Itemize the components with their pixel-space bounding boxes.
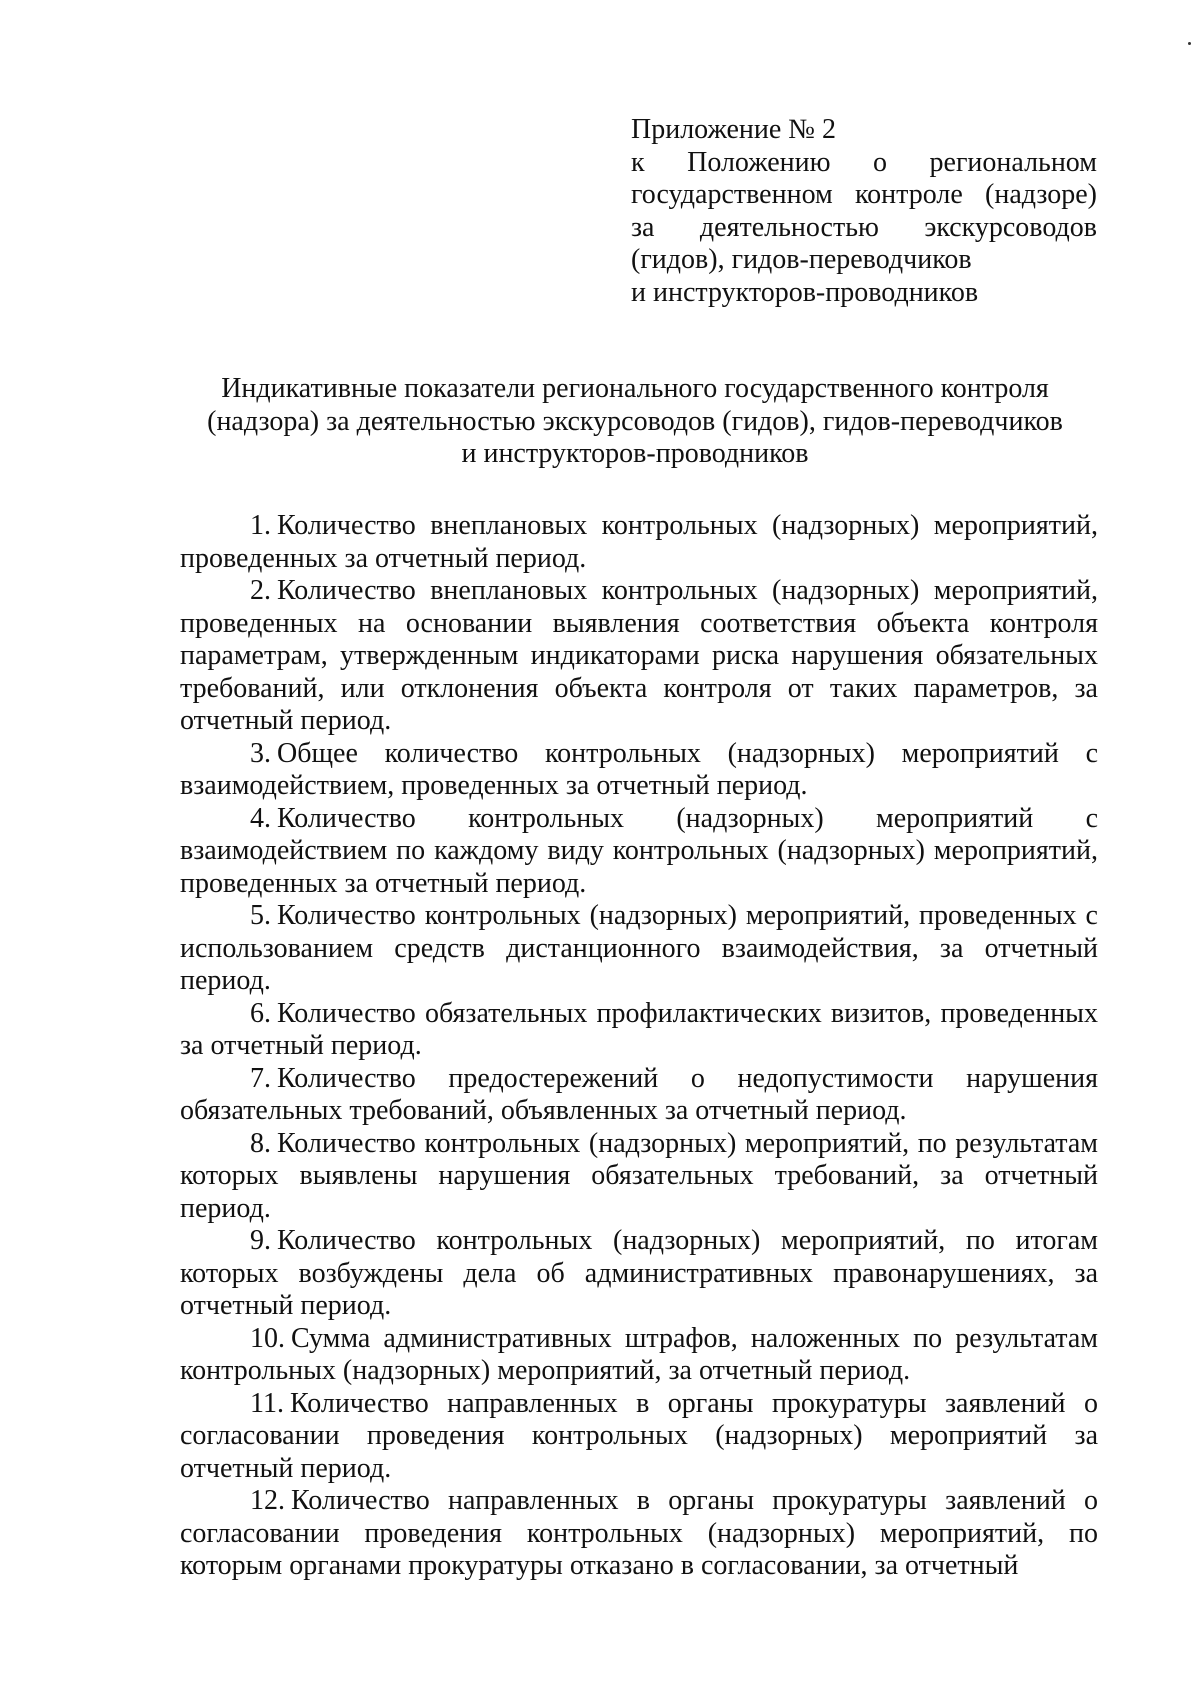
item-number: 1. [250, 510, 271, 541]
item-number: 9. [250, 1225, 271, 1256]
annex-line: (гидов), гидов-переводчиков [631, 244, 972, 275]
title-line: и инструкторов-проводников [461, 438, 809, 469]
indicator-item [180, 1225, 1098, 1323]
item-text: Количество контрольных (надзорных) мероприятий, по результатам которых выявлены нарушения обязательных требований, за отчетный период. [180, 1127, 1098, 1224]
item-number: 6. [250, 997, 271, 1029]
document-title [160, 373, 1110, 471]
item-number: 4. [250, 802, 271, 834]
indicator-item [180, 1063, 1098, 1128]
indicator-item [180, 998, 1098, 1063]
item-text: Количество контрольных (надзорных) мероприятий с взаимодействием по каждому виду контрольных (надзорных) мероприятий, проведенных за отчетный период. [180, 802, 1098, 899]
title-line: (надзора) за деятельностью экскурсоводов (гидов), гидов-переводчиков [207, 405, 1063, 437]
item-text: Общее количество контрольных (надзорных) мероприятий с взаимодействием, проведенных за отчетный период. [180, 737, 1098, 801]
item-number: 5. [250, 900, 271, 931]
annex-line: Приложение № 2 [631, 114, 836, 145]
indicator-item [180, 575, 1098, 738]
scan-speck [1188, 42, 1191, 45]
indicator-item [180, 900, 1098, 998]
item-text: Количество контрольных (надзорных) мероприятий, по итогам которых возбуждены дела об административных правонарушениях, за отчетный период. [180, 1225, 1098, 1321]
item-text: Количество внеплановых контрольных (надзорных) мероприятий, проведенных на основании выявления соответствия объекта контроля параметрам, утвержденным индикаторами риска нарушения обязательных требований, или отклонения объекта контроля от таких параметров, за отчетный период. [180, 575, 1098, 736]
indicator-list [180, 510, 1098, 1583]
item-text: Количество направленных в органы прокуратуры заявлений о согласовании проведения контрольных (надзорных) мероприятий за отчетный период. [180, 1387, 1098, 1484]
indicator-item [180, 1128, 1098, 1226]
indicator-item [180, 738, 1098, 803]
item-text: Количество предостережений о недопустимости нарушения обязательных требований, объявленных за отчетный период. [180, 1062, 1098, 1126]
indicator-item [180, 1388, 1098, 1486]
item-number: 3. [250, 737, 271, 769]
item-number: 11. [250, 1387, 284, 1419]
annex-line: государственном контроле (надзоре) [631, 179, 1097, 210]
item-text: Количество внеплановых контрольных (надзорных) мероприятий, проведенных за отчетный период. [180, 510, 1098, 574]
title-line: Индикативные показатели регионального государственного контроля [221, 373, 1049, 404]
item-number: 8. [250, 1127, 271, 1159]
item-number: 7. [250, 1062, 271, 1094]
item-text: Количество направленных в органы прокуратуры заявлений о согласовании проведения контрольных (надзорных) мероприятий, по которым органами прокуратуры отказано в согласовании, за отчетный [180, 1485, 1098, 1581]
annex-header [631, 114, 1097, 309]
item-number: 10. [250, 1322, 285, 1354]
indicator-item [180, 1485, 1098, 1583]
annex-line: к Положению о региональном [631, 146, 1097, 178]
item-text: Сумма административных штрафов, наложенных по результатам контрольных (надзорных) мероприятий, за отчетный период. [180, 1322, 1098, 1386]
item-text: Количество контрольных (надзорных) мероприятий, проведенных с использованием средств дистанционного взаимодействия, за отчетный период. [180, 900, 1098, 996]
item-number: 12. [250, 1485, 285, 1516]
item-text: Количество обязательных профилактических визитов, проведенных за отчетный период. [180, 997, 1098, 1061]
indicator-item [180, 803, 1098, 901]
annex-line: и инструкторов-проводников [631, 276, 979, 308]
indicator-item [180, 1323, 1098, 1388]
annex-line: за деятельностью экскурсоводов [631, 211, 1097, 243]
item-number: 2. [250, 575, 271, 606]
indicator-item [180, 510, 1098, 575]
